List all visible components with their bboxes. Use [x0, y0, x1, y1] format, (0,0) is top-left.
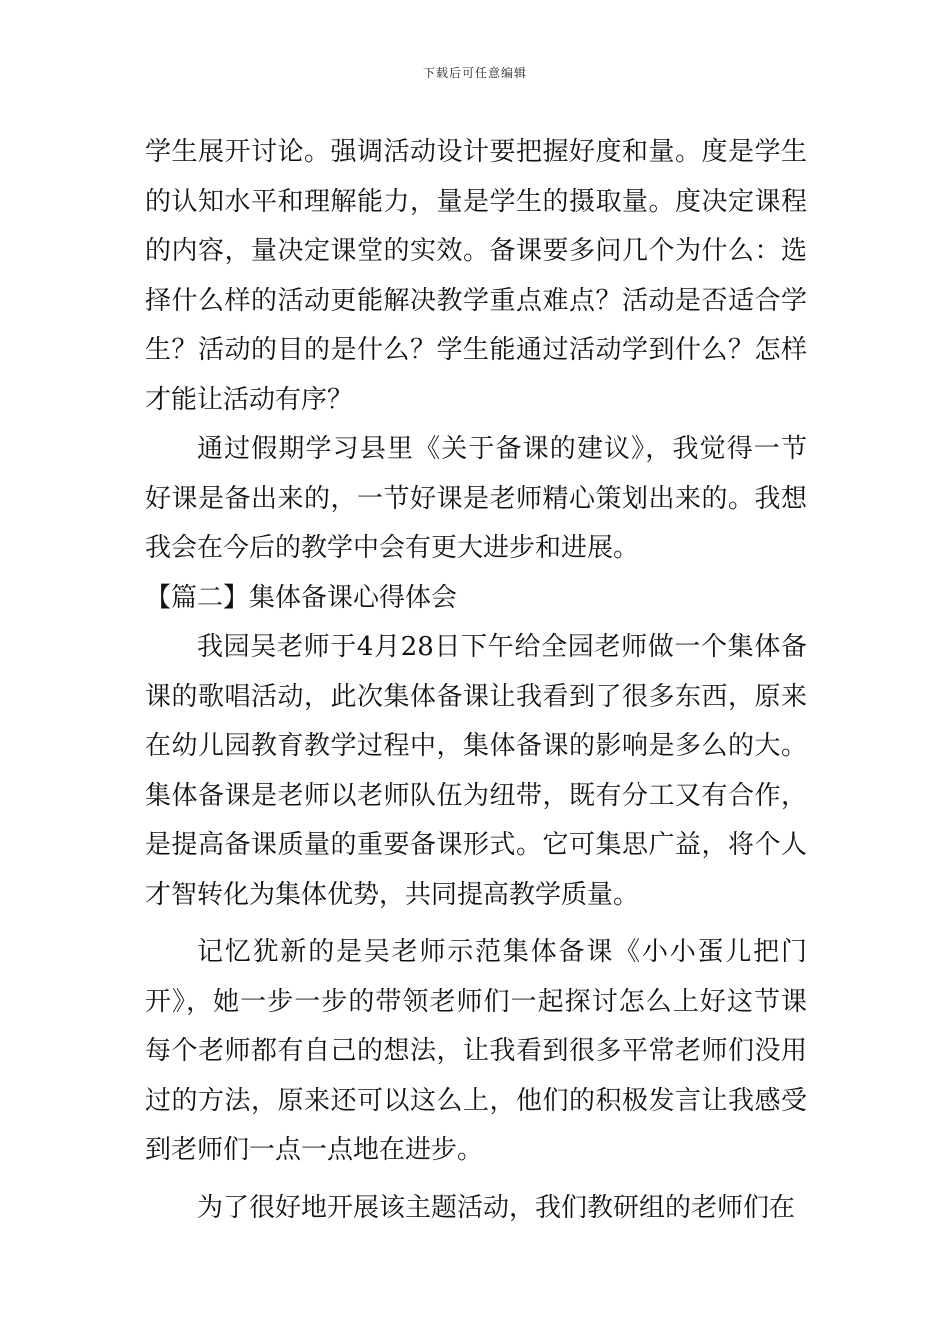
text-line: 学生展开讨论。强调活动设计要把握好度和量。度是学生 [145, 137, 807, 167]
page-header-note: 下载后可任意编辑 [422, 66, 527, 80]
text-line: 集体备课是老师以老师队伍为纽带，既有分工又有合作， [145, 780, 807, 811]
text-line: 生？活动的目的是什么？学生能通过活动学到什么？怎样 [145, 335, 807, 365]
text-line: 每个老师都有自己的想法，让我看到很多平常老师们没用 [145, 1036, 807, 1066]
text-line: 过的方法，原来还可以这么上，他们的积极发言让我感受 [145, 1085, 807, 1116]
text-line: 我会在今后的教学中会有更大进步和进展。 [145, 533, 640, 563]
text-line: 择什么样的活动更能解决教学重点难点？活动是否适合学 [145, 285, 807, 316]
text-line: 课的歌唱活动，此次集体备课让我看到了很多东西，原来 [145, 681, 807, 712]
section-heading: 【篇二】集体备课心得体会 [145, 582, 458, 613]
text-line: 才能让活动有序？ [145, 384, 354, 415]
paragraph-first-line: 我园吴老师于4月28日下午给全园老师做一个集体备 [197, 632, 807, 662]
paragraph-first-line: 记忆犹新的是吴老师示范集体备课《小小蛋儿把门 [197, 937, 807, 967]
text-line: 是提高备课质量的重要备课形式。它可集思广益，将个人 [145, 830, 807, 860]
text-line: 到老师们一点一点地在进步。 [145, 1135, 484, 1165]
text-line: 的内容，量决定课堂的实效。备课要多问几个为什么：选 [145, 236, 807, 266]
text-line: 开》，她一步一步的带领老师们一起探讨怎么上好这节课 [145, 986, 807, 1017]
paragraph-first-line: 通过假期学习县里《关于备课的建议》，我觉得一节 [197, 434, 807, 464]
text-line: 才智转化为集体优势，共同提高教学质量。 [145, 879, 640, 910]
paragraph-first-line: 为了很好地开展该主题活动，我们教研组的老师们在 [197, 1192, 796, 1223]
text-line: 好课是备出来的，一节好课是老师精心策划出来的。我想 [145, 483, 807, 514]
text-line: 在幼儿园教育教学过程中，集体备课的影响是多么的大。 [145, 731, 807, 761]
text-line: 的认知水平和理解能力，量是学生的摄取量。度决定课程 [145, 186, 807, 217]
document-body [145, 128, 807, 1233]
